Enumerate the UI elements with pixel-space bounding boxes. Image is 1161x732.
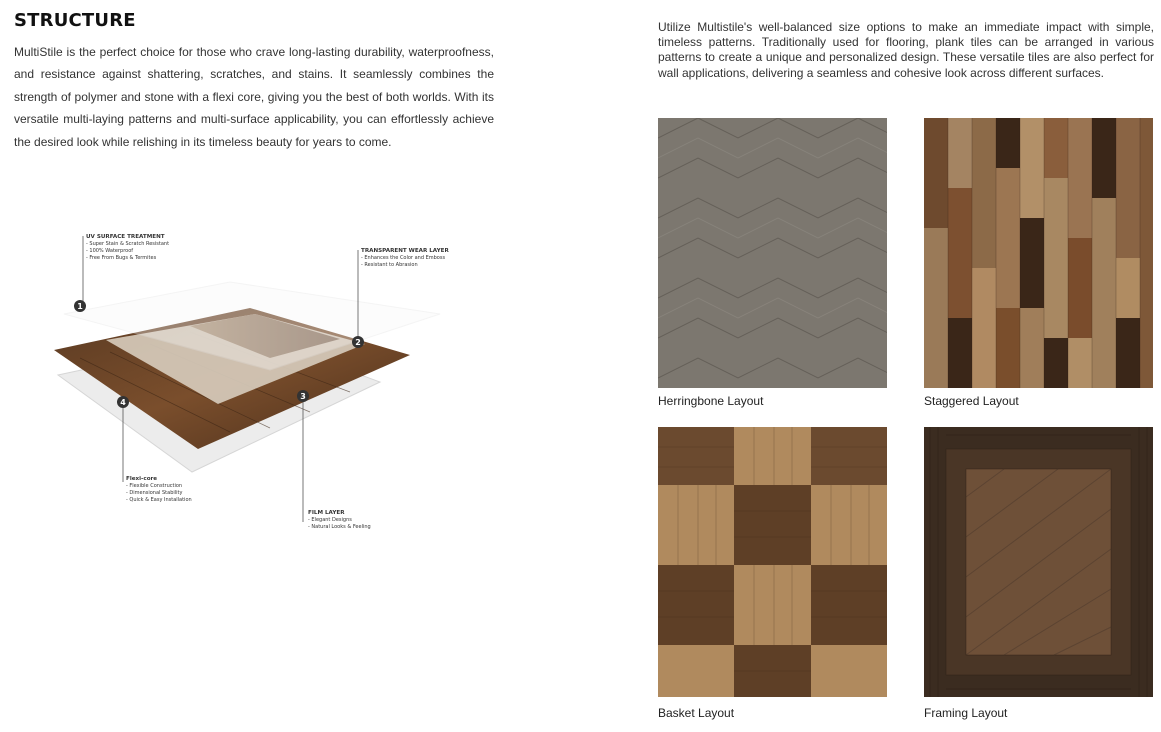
staggered-caption: Staggered Layout <box>924 394 1019 408</box>
staggered-tile <box>924 118 1153 388</box>
marker-3 <box>297 390 309 402</box>
marker-2 <box>352 336 364 348</box>
svg-text:- Dimensional Stability: - Dimensional Stability <box>126 490 183 496</box>
layouts-description: Utilize Multistile's well-balanced size options to make an immediate impact with simple, timeless patterns. Traditionally used for flooring, plank tiles can be arranged in various patterns to create a unique and personalized design. These versatile tiles are also perfect for wall applications, delivering a seamless and cohesive look across different surfaces. <box>658 20 1154 80</box>
flexi-label-title: Flexi-core <box>126 476 158 482</box>
svg-text:- Resistant to Abrasion: - Resistant to Abrasion <box>361 262 418 268</box>
wear-label-title: TRANSPARENT WEAR LAYER <box>361 248 449 254</box>
basket-tile <box>658 427 887 697</box>
svg-text:- Elegant Designs: - Elegant Designs <box>308 517 352 523</box>
svg-text:- Enhances the Color and Embos: - Enhances the Color and Emboss <box>361 255 446 261</box>
svg-text:2: 2 <box>355 338 361 347</box>
framing-caption: Framing Layout <box>924 706 1008 720</box>
herringbone-tile <box>658 118 887 388</box>
layer-diagram-graphic <box>40 222 500 542</box>
framing-tile <box>924 427 1153 697</box>
film-label-title: FILM LAYER <box>308 510 345 516</box>
svg-text:- 100% Waterproof: - 100% Waterproof <box>86 248 134 254</box>
svg-text:3: 3 <box>300 392 306 401</box>
layer-diagram <box>40 222 500 542</box>
svg-text:4: 4 <box>120 398 126 407</box>
svg-text:1: 1 <box>77 302 83 311</box>
svg-text:- Natural Looks & Feeling: - Natural Looks & Feeling <box>308 524 371 530</box>
uv-label-title: UV SURFACE TREATMENT <box>86 234 165 240</box>
structure-description: MultiStile is the perfect choice for those who crave long-lasting durability, waterproofness, and resistance against shattering, scratches, and stains. It seamlessly combines the strength of polymer and stone with a flexi core, giving you the best of both worlds. With its versatile multi-laying patterns and multi-surface applicability, you can effortlessly achieve the desired look while relishing in its timeless beauty for years to come. <box>14 45 494 149</box>
svg-text:- Super Stain & Scratch Resist: - Super Stain & Scratch Resistant <box>86 241 170 247</box>
structure-section <box>14 10 494 153</box>
svg-text:- Flexible Construction: - Flexible Construction <box>126 483 183 489</box>
svg-text:- Free From Bugs & Termites: - Free From Bugs & Termites <box>86 255 157 261</box>
marker-4 <box>117 396 129 408</box>
svg-text:- Quick & Easy Installation: - Quick & Easy Installation <box>126 497 192 503</box>
herringbone-caption: Herringbone Layout <box>658 394 764 408</box>
section-title: STRUCTURE <box>14 10 136 31</box>
basket-caption: Basket Layout <box>658 706 735 720</box>
marker-1 <box>74 300 86 312</box>
